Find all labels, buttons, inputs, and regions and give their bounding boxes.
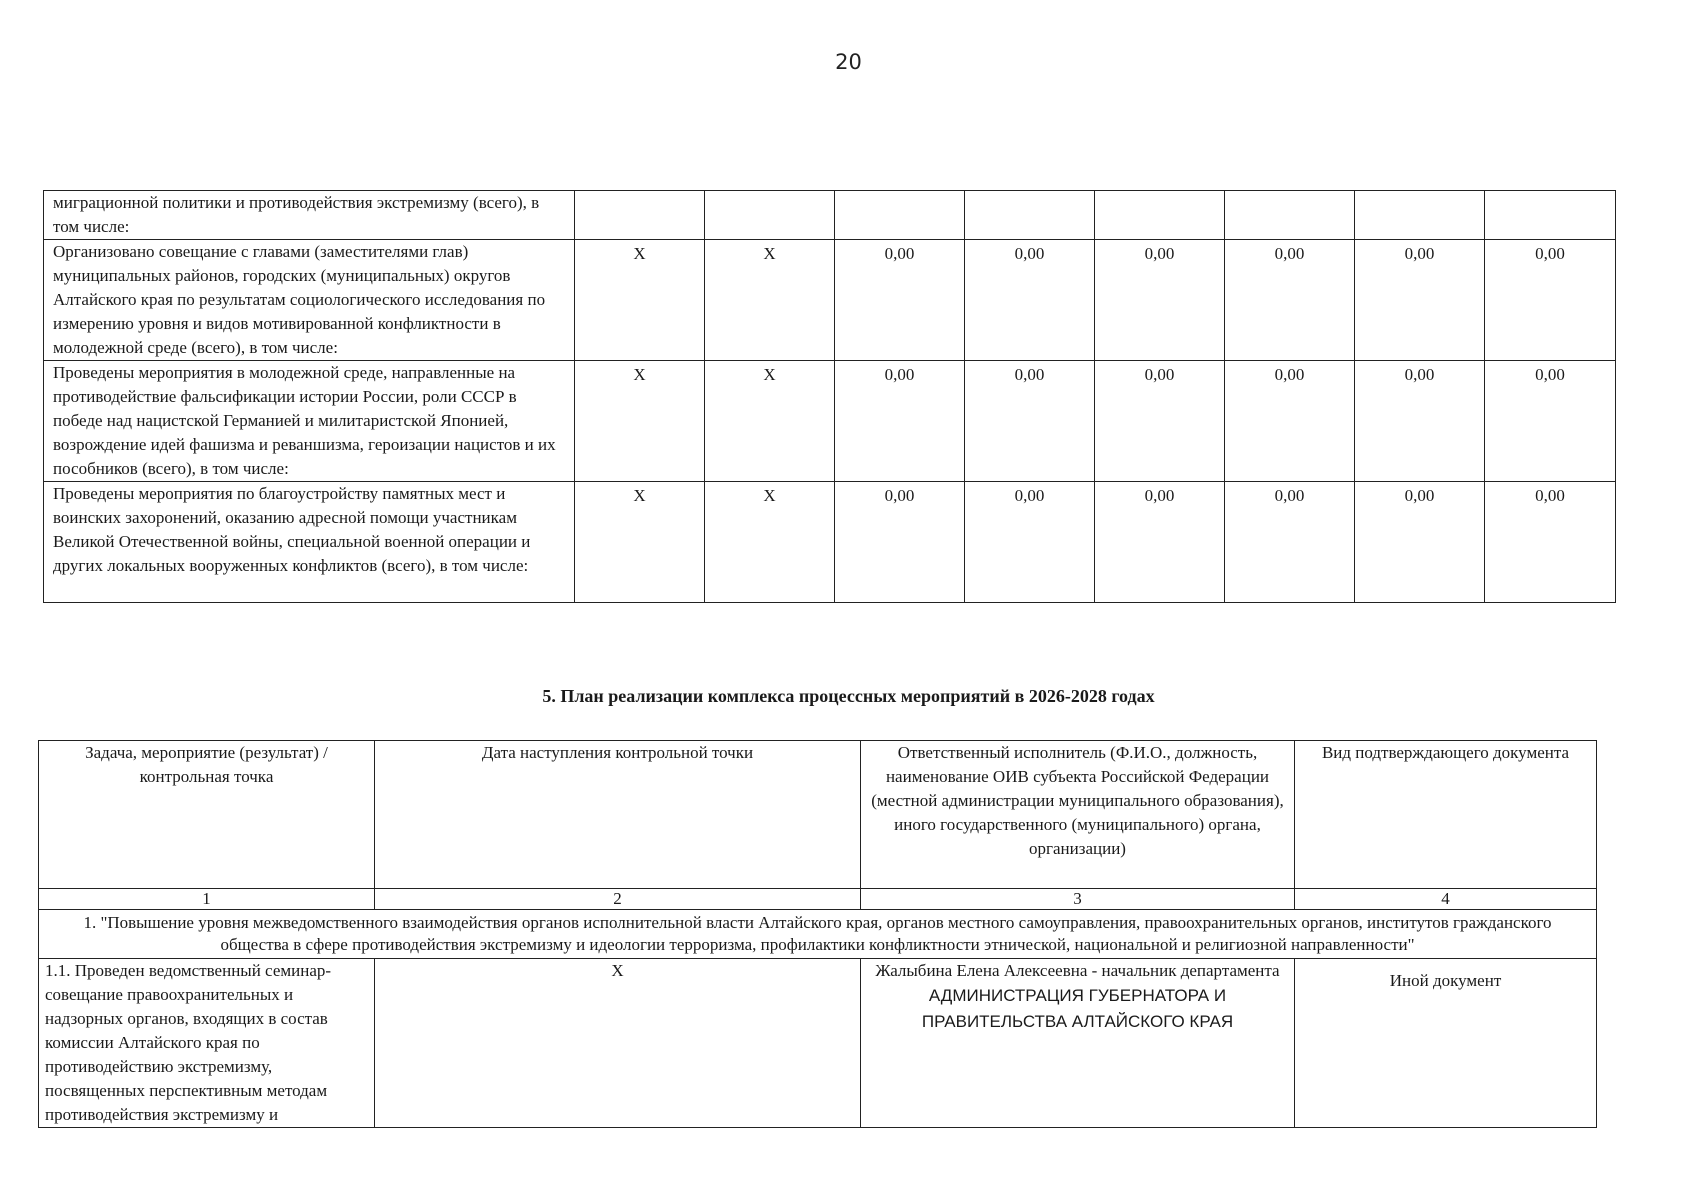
value-cell: 0,00 (835, 482, 965, 603)
executor-org: АДМИНИСТРАЦИЯ ГУБЕРНАТОРА И ПРАВИТЕЛЬСТВА АЛТАЙСКОГО КРАЯ (921, 986, 1234, 1031)
section-title: 5. План реализации комплекса процессных мероприятий в 2026-2028 годах (542, 686, 1155, 706)
value-cell: Х (575, 361, 705, 482)
table-row (44, 240, 1616, 361)
value-cell: 0,00 (965, 482, 1095, 603)
value-cell: 0,00 (1095, 482, 1225, 603)
budget-table (43, 190, 1616, 603)
table-row (44, 482, 1616, 603)
value-cell (705, 191, 835, 240)
document-cell: Иной документ (1295, 959, 1597, 1128)
date-cell: Х (375, 959, 861, 1128)
row-label: миграционной политики и противодействия экстремизму (всего), в том числе: (44, 191, 575, 240)
header-document: Вид подтверждающего документа (1295, 741, 1597, 889)
task-title-row (39, 910, 1597, 959)
value-cell: Х (705, 482, 835, 603)
value-cell: 0,00 (1095, 240, 1225, 361)
table-row (44, 361, 1616, 482)
value-cell (1095, 191, 1225, 240)
table-row (44, 191, 1616, 240)
column-number: 3 (861, 889, 1295, 910)
value-cell: 0,00 (965, 240, 1095, 361)
executor-cell (861, 959, 1295, 1128)
column-number: 4 (1295, 889, 1597, 910)
value-cell: 0,00 (1225, 482, 1355, 603)
value-cell: 0,00 (1485, 240, 1616, 361)
value-cell: Х (575, 482, 705, 603)
value-cell: Х (705, 361, 835, 482)
value-cell: 0,00 (835, 240, 965, 361)
plan-table (38, 740, 1597, 1128)
value-cell (1355, 191, 1485, 240)
value-cell: 0,00 (1225, 361, 1355, 482)
column-number-row (39, 889, 1597, 910)
value-cell: 0,00 (835, 361, 965, 482)
value-cell: 0,00 (1355, 361, 1485, 482)
column-number: 1 (39, 889, 375, 910)
value-cell: 0,00 (965, 361, 1095, 482)
value-cell (575, 191, 705, 240)
row-label: Проведены мероприятия в молодежной среде, направленные на противодействие фальсификации истории России, роли СССР в победе над нацистской Германией и милитаристской Японией, возрождение идей фашизма и реваншизма, героизации нацистов и их пособников (всего), в том числе: (44, 361, 575, 482)
value-cell: 0,00 (1485, 482, 1616, 603)
value-cell: Х (575, 240, 705, 361)
value-cell: 0,00 (1355, 240, 1485, 361)
plan-row (39, 959, 1597, 1128)
column-number: 2 (375, 889, 861, 910)
row-label: Проведены мероприятия по благоустройству памятных мест и воинских захоронений, оказанию адресной помощи участникам Великой Отечественной войны, специальной военной операции и других локальных вооруженных конфликтов (всего), в том числе: (44, 482, 575, 603)
task-title: 1. "Повышение уровня межведомственного взаимодействия органов исполнительной власти Алтайского края, органов местного самоуправления, правоохранительных органов, институтов гражданского общества в сфере противодействия экстремизму и идеологии терроризма, профилактики конфликтности этнической, национальной и религиозной направленности" (39, 910, 1597, 959)
value-cell: Х (705, 240, 835, 361)
value-cell: 0,00 (1485, 361, 1616, 482)
value-cell (965, 191, 1095, 240)
task-cell: 1.1. Проведен ведомственный семинар-совещание правоохранительных и надзорных органов, входящих в состав комиссии Алтайского края по противодействию экстремизму, посвященных перспективным методам противодействия экстремизму и (39, 959, 375, 1128)
value-cell: 0,00 (1355, 482, 1485, 603)
value-cell (1225, 191, 1355, 240)
value-cell (835, 191, 965, 240)
header-task: Задача, мероприятие (результат) / контрольная точка (39, 741, 375, 889)
value-cell: 0,00 (1225, 240, 1355, 361)
value-cell: 0,00 (1095, 361, 1225, 482)
executor-name: Жалыбина Елена Алексеевна - начальник департамента (875, 961, 1280, 980)
page-number: 20 (835, 50, 862, 74)
header-executor: Ответственный исполнитель (Ф.И.О., должность, наименование ОИВ субъекта Российской Федерации (местной администрации муниципального образования), иного государственного (муниципального) органа, организации) (861, 741, 1295, 889)
row-label: Организовано совещание с главами (заместителями глав) муниципальных районов, городских (муниципальных) округов Алтайского края по результатам социологического исследования по измерению уровня и видов мотивированной конфликтности в молодежной среде (всего), в том числе: (44, 240, 575, 361)
plan-header-row (39, 741, 1597, 889)
header-date: Дата наступления контрольной точки (375, 741, 861, 889)
value-cell (1485, 191, 1616, 240)
